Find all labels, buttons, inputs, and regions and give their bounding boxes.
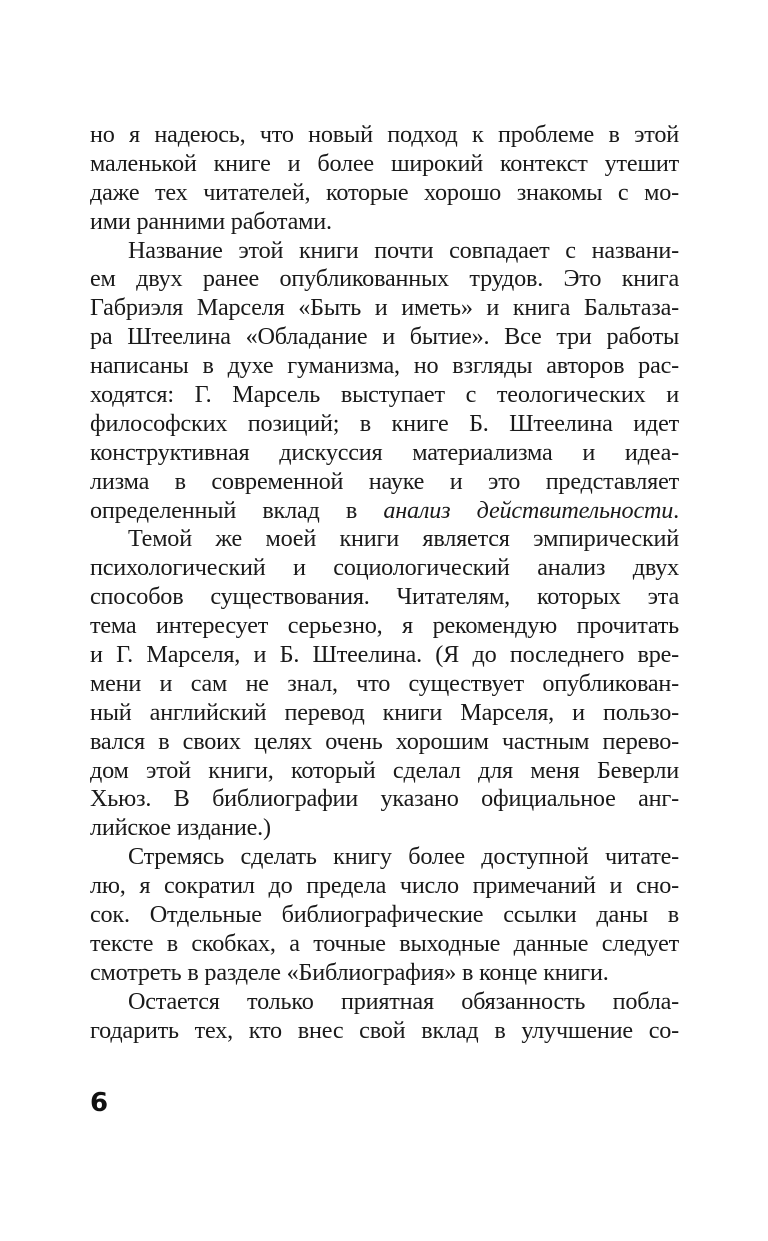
line-text: вался в своих целях очень хорошим частным перево- (90, 727, 679, 755)
line-text: конструктивная дискуссия материализма и идеа- (90, 438, 679, 466)
text-line (90, 121, 679, 150)
line-text: Стремясь сделать книгу более доступной читате- (128, 843, 679, 871)
text-line (90, 959, 679, 988)
line-text: смотреть в разделе «Библиография» в конце книги. (90, 958, 609, 986)
line-text: сок. Отдельные библиографические ссылки даны в (90, 901, 679, 929)
text-line (90, 1017, 679, 1046)
italic-emphasis: анализ действительности (383, 496, 674, 524)
text-line (90, 497, 679, 526)
line-text: способов существования. Читателям, которых эта (90, 583, 679, 611)
line-text: Название этой книги почти совпадает с названи- (128, 236, 679, 264)
text-line (90, 150, 679, 179)
text-line (90, 988, 679, 1017)
line-text: Темой же моей книги является эмпирический (128, 525, 679, 553)
text-line (90, 785, 679, 814)
line-text: написаны в духе гуманизма, но взгляды авторов рас- (90, 352, 679, 380)
line-text: даже тех читателей, которые хорошо знакомы с мо- (90, 178, 679, 206)
line-text-tail: . (673, 496, 679, 524)
text-line (90, 583, 679, 612)
line-text: мени и сам не знал, что существует опубликован- (90, 669, 679, 697)
line-text: лийское издание.) (90, 814, 271, 842)
line-text: ем двух ранее опубликованных трудов. Это книга (90, 265, 679, 293)
line-text: ходятся: Г. Марсель выступает с теологических и (90, 381, 679, 409)
line-text: но я надеюсь, что новый подход к проблеме в этой (90, 121, 679, 148)
text-line (90, 757, 679, 786)
line-text: Хьюз. В библиографии указано официальное анг- (90, 785, 679, 813)
line-text: Габриэля Марселя «Быть и иметь» и книга Бальтаза- (90, 294, 679, 322)
text-line (90, 352, 679, 381)
line-text: лю, я сократил до предела число примечаний и сно- (90, 872, 679, 900)
text-line (90, 439, 679, 468)
text-line (90, 670, 679, 699)
page-body (90, 121, 679, 1046)
line-text: ра Штеелина «Обладание и бытие». Все три работы (90, 323, 679, 351)
text-line (90, 410, 679, 439)
text-line (90, 872, 679, 901)
line-text: тексте в скобках, а точные выходные данные следует (90, 929, 679, 957)
text-line (90, 843, 679, 872)
line-text: лизма в современной науке и это представляет (90, 467, 679, 495)
text-line (90, 208, 679, 237)
text-line (90, 728, 679, 757)
text-line (90, 265, 679, 294)
line-text: и Г. Марселя, и Б. Штеелина. (Я до последнего вре- (90, 641, 679, 669)
page-number: 6 (90, 1088, 109, 1118)
line-text: тема интересует серьезно, я рекомендую прочитать (90, 612, 679, 640)
text-line (90, 468, 679, 497)
line-text: определенный вклад в (90, 496, 384, 524)
text-line (90, 612, 679, 641)
text-line (90, 381, 679, 410)
text-line (90, 294, 679, 323)
text-line (90, 525, 679, 554)
text-line (90, 179, 679, 208)
text-line (90, 641, 679, 670)
text-line (90, 814, 679, 843)
text-line (90, 901, 679, 930)
text-line (90, 554, 679, 583)
line-text: психологический и социологический анализ двух (90, 554, 679, 582)
line-text: Остается только приятная обязанность побла- (128, 987, 679, 1015)
text-line (90, 323, 679, 352)
line-text: маленькой книге и более широкий контекст утешит (90, 149, 679, 177)
line-text: ный английский перевод книги Марселя, и пользо- (90, 698, 679, 726)
text-line (90, 237, 679, 266)
line-text: дом этой книги, который сделал для меня Беверли (90, 756, 679, 784)
line-text: ими ранними работами. (90, 207, 332, 235)
line-text: философских позиций; в книге Б. Штеелина идет (90, 409, 679, 437)
text-line (90, 699, 679, 728)
line-text: годарить тех, кто внес свой вклад в улучшение со- (90, 1016, 679, 1044)
text-line (90, 930, 679, 959)
